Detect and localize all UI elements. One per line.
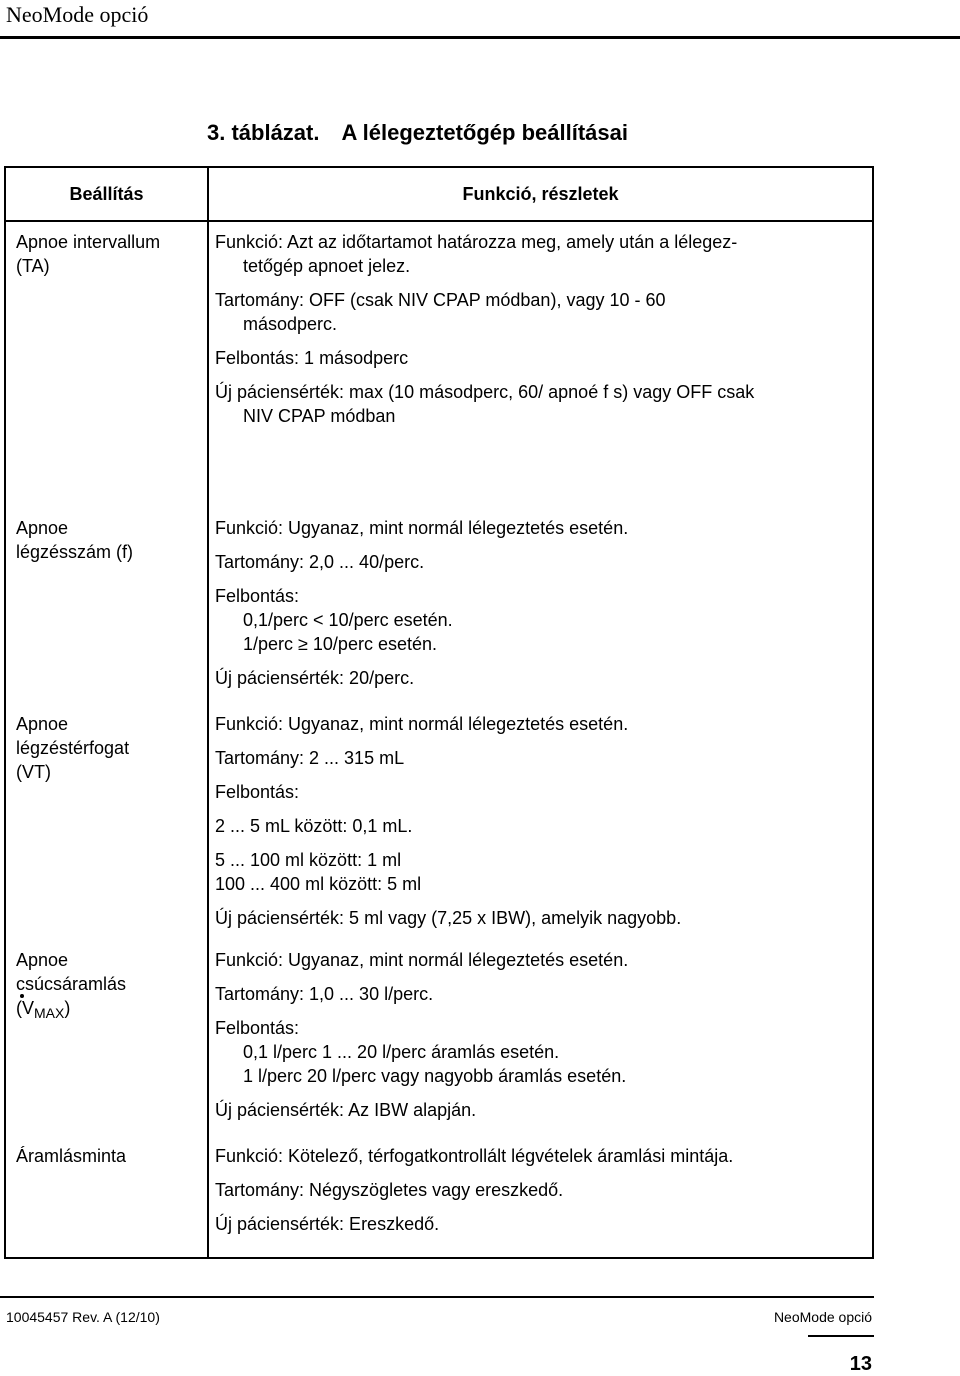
detail-line: 1/perc ≥ 10/perc esetén.	[243, 634, 437, 654]
footer-rule	[0, 1296, 874, 1298]
setting-name: légzéstérfogat	[16, 738, 130, 758]
detail-line: 100 ... 400 ml között: 5 ml	[215, 874, 422, 894]
setting-cell	[5, 940, 208, 1136]
setting-cell	[5, 221, 208, 508]
detail-line: Felbontás:	[215, 782, 300, 802]
detail-line: 1 l/perc 20 l/perc vagy nagyobb áramlás esetén.	[243, 1066, 627, 1086]
table-row-apnea-peak-flow	[5, 940, 873, 1136]
detail-line: Felbontás:	[215, 586, 300, 606]
detail-line: 2 ... 5 mL között: 0,1 mL.	[215, 816, 413, 836]
page-header-title: NeoMode opció	[6, 2, 149, 27]
detail-line: Új páciensérték: max (10 másodperc, 60/ apnoé f s) vagy OFF csak	[215, 382, 755, 402]
page-number-rule	[808, 1335, 874, 1337]
detail-line: Új páciensérték: 5 ml vagy (7,25 x IBW), amelyik nagyobb.	[215, 908, 682, 928]
table-header-row	[5, 167, 873, 221]
detail-line: Új páciensérték: Az IBW alapján.	[215, 1100, 477, 1120]
detail-line: Felbontás:	[215, 1018, 300, 1038]
detail-line: Funkció: Ugyanaz, mint normál lélegeztetés esetén.	[215, 714, 629, 734]
detail-line: Tartomány: 2,0 ... 40/perc.	[215, 552, 425, 572]
detail-line: Felbontás: 1 másodperc	[215, 348, 409, 368]
v-dot-symbol: (V	[16, 998, 34, 1018]
details-cell	[208, 940, 873, 1136]
table-row-apnea-rate	[5, 508, 873, 704]
detail-line: Új páciensérték: Ereszkedő.	[215, 1214, 440, 1234]
details-cell	[208, 508, 873, 704]
table-caption	[207, 120, 628, 146]
setting-name: Áramlásminta	[16, 1146, 127, 1166]
setting-name: Apnoe	[16, 518, 69, 538]
detail-line: Funkció: Ugyanaz, mint normál lélegeztetés esetén.	[215, 950, 629, 970]
column-header-setting: Beállítás	[5, 167, 208, 221]
footer-doc-number: 10045457 Rev. A (12/10)	[6, 1309, 160, 1325]
setting-cell	[5, 1136, 208, 1258]
setting-name: csúcsáramlás	[16, 974, 127, 994]
setting-cell	[5, 508, 208, 704]
setting-name: (TA)	[16, 256, 50, 276]
detail-line: 0,1 l/perc 1 ... 20 l/perc áramlás esetén.	[243, 1042, 560, 1062]
table-row-flow-pattern	[5, 1136, 873, 1258]
detail-line: másodperc.	[243, 314, 338, 334]
header-rule	[0, 36, 960, 39]
detail-line: 5 ... 100 ml között: 1 ml	[215, 850, 402, 870]
caption-number: 3. táblázat.	[207, 120, 320, 145]
setting-name-vmax	[16, 996, 197, 1025]
max-subscript: MAX	[34, 1005, 65, 1021]
detail-line: Tartomány: OFF (csak NIV CPAP módban), vagy 10 - 60	[215, 290, 666, 310]
setting-name: légzésszám (f)	[16, 542, 134, 562]
detail-line: Tartomány: Négyszögletes vagy ereszkedő.	[215, 1180, 564, 1200]
detail-line: Tartomány: 2 ... 315 mL	[215, 748, 405, 768]
setting-name: Apnoe intervallum	[16, 232, 161, 252]
table-row-apnea-interval	[5, 221, 873, 508]
details-cell	[208, 221, 873, 508]
setting-name: Apnoe	[16, 950, 69, 970]
detail-line: Új páciensérték: 20/perc.	[215, 668, 415, 688]
ventilator-settings-table	[4, 166, 874, 1259]
setting-name: Apnoe	[16, 714, 69, 734]
detail-line: Tartomány: 1,0 ... 30 l/perc.	[215, 984, 434, 1004]
detail-line: tetőgép apnoet jelez.	[243, 256, 411, 276]
table-row-apnea-volume	[5, 704, 873, 940]
setting-cell	[5, 704, 208, 940]
closing-paren: )	[64, 998, 71, 1018]
detail-line: NIV CPAP módban	[243, 406, 396, 426]
column-header-details: Funkció, részletek	[208, 167, 873, 221]
detail-line: Funkció: Kötelező, térfogatkontrollált légvételek áramlási mintája.	[215, 1146, 734, 1166]
details-cell	[208, 1136, 873, 1258]
detail-line: Funkció: Ugyanaz, mint normál lélegeztetés esetén.	[215, 518, 629, 538]
details-cell	[208, 704, 873, 940]
detail-line: Funkció: Azt az időtartamot határozza meg, amely után a lélegez-	[215, 232, 738, 252]
footer-product: NeoMode opció	[773, 1309, 872, 1325]
page-number: 13	[849, 1353, 872, 1375]
caption-title: A lélegeztetőgép beállításai	[341, 120, 628, 145]
detail-line: 0,1/perc < 10/perc esetén.	[243, 610, 453, 630]
setting-name: (VT)	[16, 762, 51, 782]
